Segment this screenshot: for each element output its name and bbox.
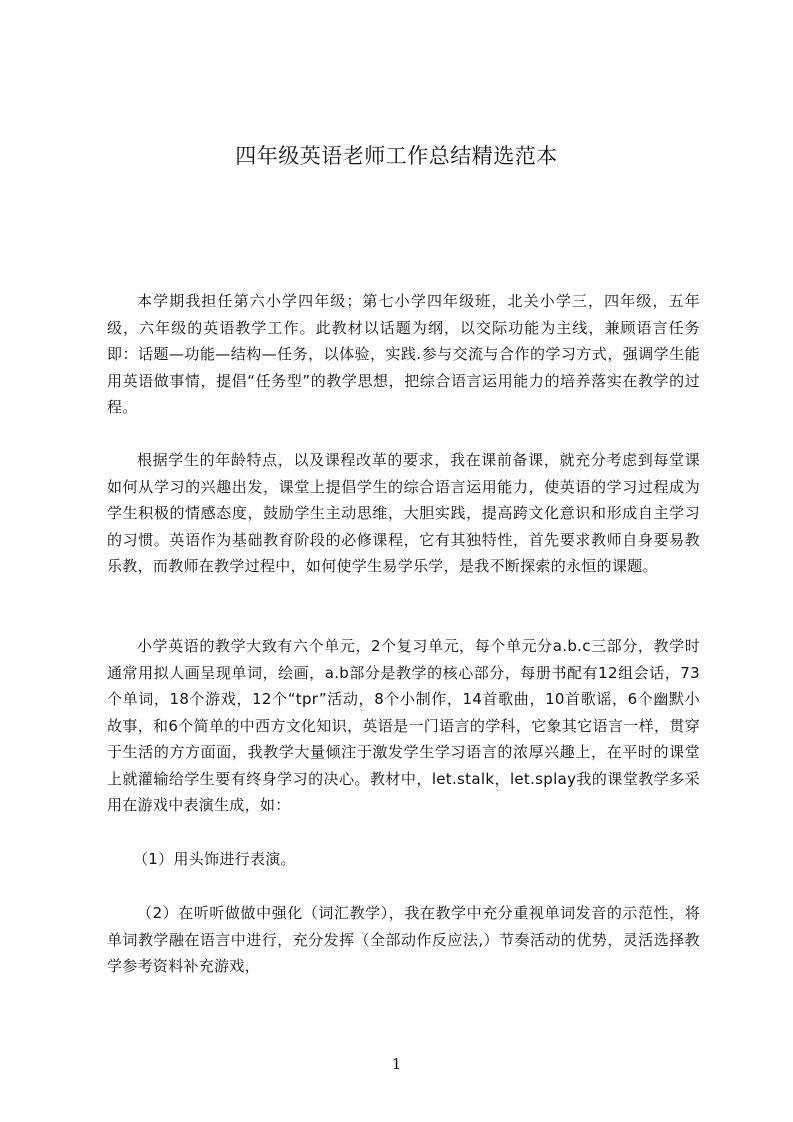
page-number: 1: [391, 1055, 402, 1073]
paragraph-item-2: （2）在听听做做中强化（词汇教学），我在教学中充分重视单词发音的示范性，将单词教学融在语言中进行，充分发挥（全部动作反应法,）节奏活动的优势，灵活选择教学参考资料补充游戏，: [107, 904, 700, 975]
paragraph-textbook-content: 小学英语的教学大致有六个单元，2个复习单元，每个单元分a.b.c三部分，教学时通常用拟人画呈现单词，绘画，a.b部分是教学的核心部分，每册书配有12组会话，73个单词，18个游戏，12个“tpr”活动，8个小制作，14首歌曲，10首歌谣，6个幽默小故事，和6个简单的中西方文化知识，英语是一门语言的学科，它象其它语言一样，贯穿于生活的方方面面，我教学大量倾注于激发学生学习语言的浓厚兴趣上，在平时的课堂上就灌输给学生要有终身学习的决心。教材中，let.stalk，let.splay我的课堂教学多采用在游戏中表演生成，如：: [107, 637, 700, 814]
document-title: 四年级英语老师工作总结精选范本: [235, 144, 558, 168]
paragraph-teaching-assignment: 本学期我担任第六小学四年级；第七小学四年级班，北关小学三，四年级，五年级，六年级的英语教学工作。此教材以话题为纲，以交际功能为主线，兼顾语言任务即：话题—功能—结构—任务，以体验，实践.参与交流与合作的学习方式，强调学生能用英语做事情，提倡“任务型”的教学思想，把综合语言运用能力的培养落实在教学的过程。: [107, 292, 700, 416]
paragraph-lesson-preparation: 根据学生的年龄特点，以及课程改革的要求，我在课前备课，就充分考虑到每堂课如何从学习的兴趣出发，课堂上提倡学生的综合语言运用能力，使英语的学习过程成为学生积极的情感态度，鼓励学生主动思维，大胆实践，提高跨文化意识和形成自主学习的习惯。英语作为基础教育阶段的必修课程，它有其独特性，首先要求教师自身要易教乐教，而教师在教学过程中，如何使学生易学乐学，是我不断探索的永恒的课题。: [107, 451, 700, 575]
paragraph-item-1: （1）用头饰进行表演。: [133, 850, 296, 868]
